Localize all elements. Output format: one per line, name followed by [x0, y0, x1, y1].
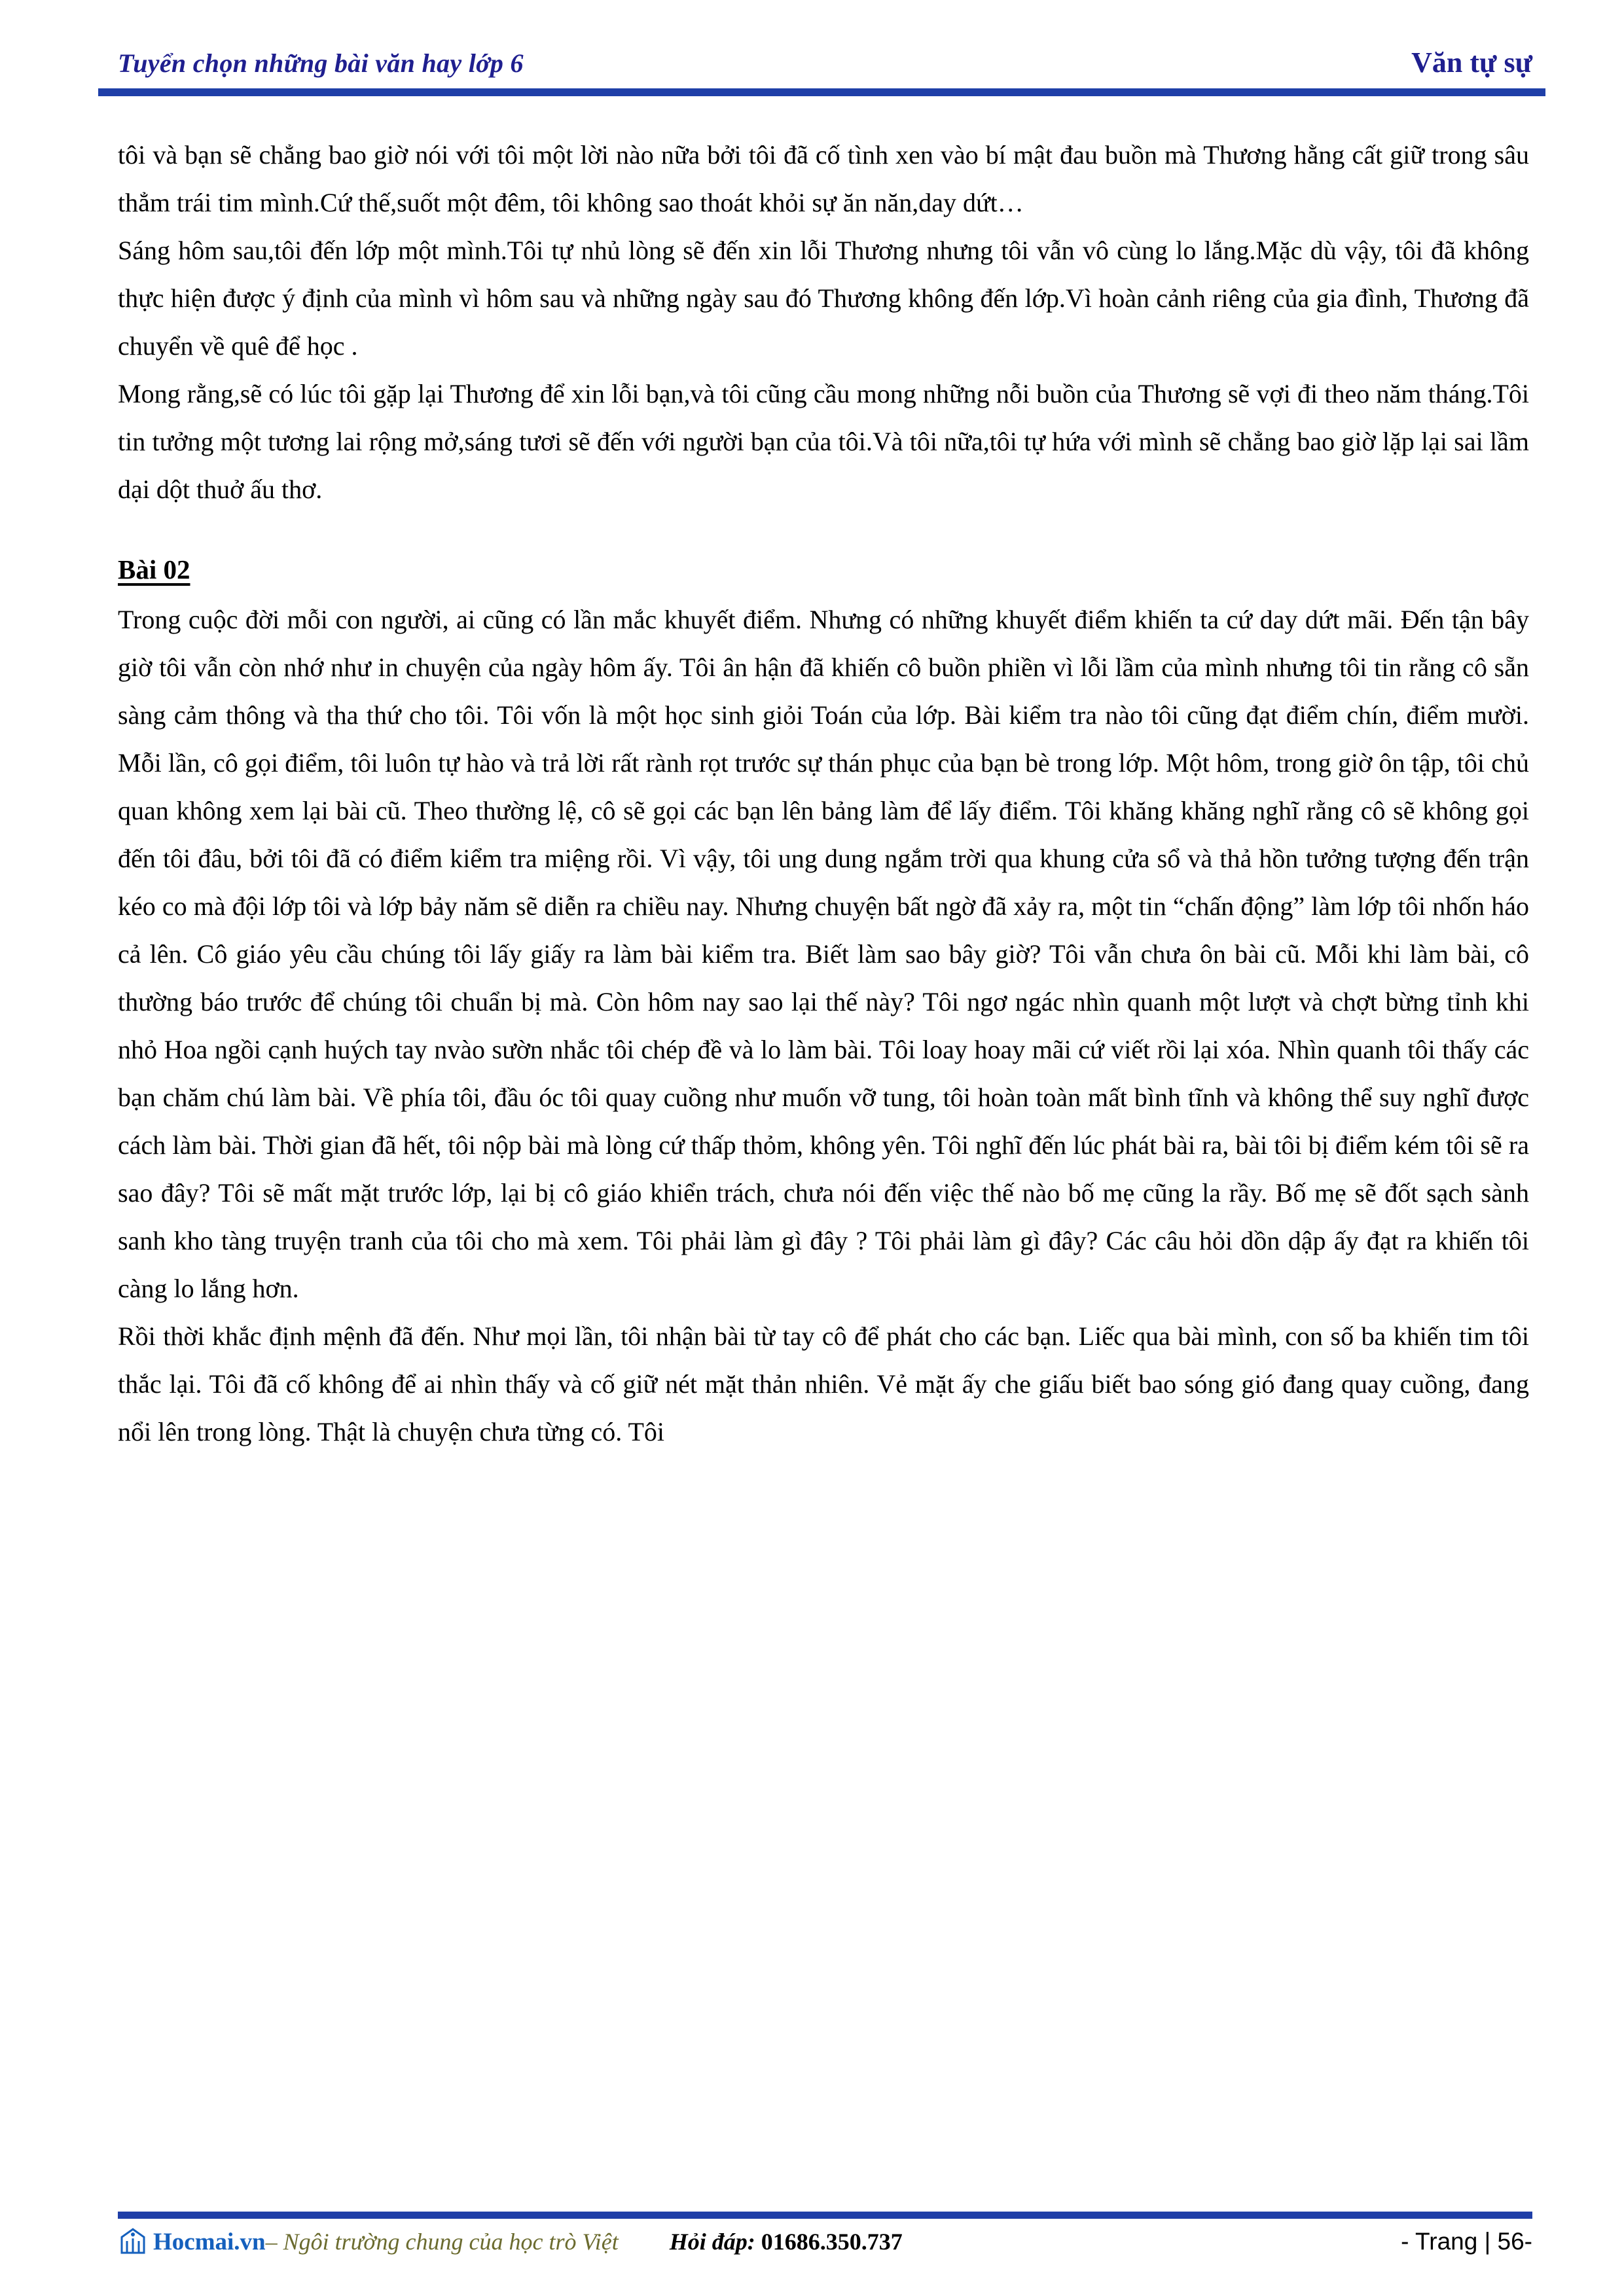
footer-contact — [670, 2228, 903, 2255]
paragraph: Trong cuộc đời mỗi con người, ai cũng có lần mắc khuyết điểm. Nhưng có những khuyết điểm khiến ta cứ day dứt mãi. Đến tận bây giờ tôi vẫn còn nhớ như in chuyện của ngày hôm ấy. Tôi ân hận đã khiến cô buồn phiền vì lỗi lầm của mình nhưng tôi tin rằng cô sẵn sàng cảm thông và tha thứ cho tôi. Tôi vốn là một học sinh giỏi Toán của lớp. Bài kiểm tra nào tôi cũng đạt điểm chín, điểm mười. Mỗi lần, cô gọi điểm, tôi luôn tự hào và trả lời rất rành rọt trước sự thán phục của bạn bè trong lớp. Một hôm, trong giờ ôn tập, tôi chủ quan không xem lại bài cũ. Theo thường lệ, cô sẽ gọi các bạn lên bảng làm để lấy điểm. Tôi khăng khăng nghĩ rằng cô sẽ không gọi đến tôi đâu, bởi tôi đã có điểm kiểm tra miệng rồi. Vì vậy, tôi ung dung ngắm trời qua khung cửa sổ và thả hồn tưởng tượng đến trận kéo co mà đội lớp tôi và lớp bảy năm sẽ diễn ra chiều nay. Nhưng chuyện bất ngờ đã xảy ra, một tin “chấn động” làm lớp tôi nhốn háo cả lên. Cô giáo yêu cầu chúng tôi lấy giấy ra làm bài kiểm tra. Biết làm sao bây giờ? Tôi vẫn chưa ôn bài cũ. Mỗi khi làm bài, cô thường báo trước để chúng tôi chuẩn bị mà. Còn hôm nay sao lại thế này? Tôi ngơ ngác nhìn quanh một lượt và chợt bừng tỉnh khi nhỏ Hoa ngồi cạnh huých tay nvào sườn nhắc tôi chép đề và lo làm bài. Tôi loay hoay mãi cứ viết rồi lại xóa. Nhìn quanh tôi thấy các bạn chăm chú làm bài. Về phía tôi, đầu óc tôi quay cuồng như muốn vỡ tung, tôi hoàn toàn mất bình tĩnh và không thể suy nghĩ được cách làm bài. Thời gian đã hết, tôi nộp bài mà lòng cứ thấp thỏm, không yên. Tôi nghĩ đến lúc phát bài ra, bài tôi bị điểm kém tôi sẽ ra sao đây? Tôi sẽ mất mặt trước lớp, lại bị cô giáo khiển trách, chưa nói đến việc thế nào bố mẹ cũng la rầy. Bố mẹ sẽ đốt sạch sành sanh kho tàng truyện tranh của tôi cho mà xem. Tôi phải làm gì đây ? Tôi phải làm gì đây? Các câu hỏi dồn dập ấy đạt ra khiến tôi càng lo lắng hơn. — [118, 605, 1529, 1303]
header-section-title: Văn tự sự — [1411, 46, 1532, 79]
page-label: - Trang | — [1401, 2228, 1491, 2255]
page-content — [98, 124, 1545, 2212]
paragraph: Mong rằng,sẽ có lúc tôi gặp lại Thương để xin lỗi bạn,và tôi cũng cầu mong những nỗi buồn của Thương sẽ vợi đi theo năm tháng.Tôi tin tưởng một tương lai rộng mở,sáng tươi sẽ đến với người bạn của tôi.Và tôi nữa,tôi tự hứa với mình sẽ chẳng bao giờ lặp lại sai lầm dại dột thuở ấu thơ. — [118, 379, 1529, 504]
header-row — [98, 46, 1545, 79]
paragraph: Rồi thời khắc định mệnh đã đến. Như mọi lần, tôi nhận bài từ tay cô để phát cho các bạn. Liếc qua bài mình, con số ba khiến tim tôi thắc lại. Tôi đã cố không để ai nhìn thấy và cố giữ nét mặt thản nhiên. Vẻ mặt ấy che giấu biết bao sóng gió đang quay cuồng, đang nổi lên trong lòng. Thật là chuyện chưa từng có. Tôi — [118, 1321, 1529, 1446]
brand-block[interactable] — [118, 2227, 266, 2257]
brand-name: Hocmai.vn — [153, 2228, 266, 2255]
header-book-title: Tuyển chọn những bài văn hay lớp 6 — [118, 48, 524, 78]
page-footer — [98, 2212, 1545, 2257]
footer-contact-phone: 01686.350.737 — [761, 2229, 903, 2255]
footer-row — [118, 2227, 1532, 2257]
footer-divider — [118, 2212, 1532, 2219]
header-divider — [98, 88, 1545, 96]
page-header — [98, 46, 1545, 124]
footer-contact-label: Hỏi đáp: — [669, 2229, 755, 2255]
paragraph: Sáng hôm sau,tôi đến lớp một mình.Tôi tự nhủ lòng sẽ đến xin lỗi Thương nhưng tôi vẫn vô cùng lo lắng.Mặc dù vậy, tôi đã không thực hiện được ý định của mình vì hôm sau và những ngày sau đó Thương không đến lớp.Vì hoàn cảnh riêng của gia đình, Thương đã chuyển về quê để học . — [118, 236, 1529, 361]
paragraph: tôi và bạn sẽ chẳng bao giờ nói với tôi một lời nào nữa bởi tôi đã cố tình xen vào bí mật đau buồn mà Thương hằng cất giữ trong sâu thẳm trái tim mình.Cứ thế,suốt một đêm, tôi không sao thoát khỏi sự ăn năn,day dứt… — [118, 140, 1529, 217]
section-heading: Bài 02 — [118, 554, 190, 584]
footer-page-number — [1401, 2228, 1532, 2255]
footer-tagline: – Ngôi trường chung của học trò Việt — [265, 2229, 619, 2255]
page-value: 56- — [1497, 2228, 1532, 2255]
hocmai-logo-icon — [118, 2227, 148, 2257]
